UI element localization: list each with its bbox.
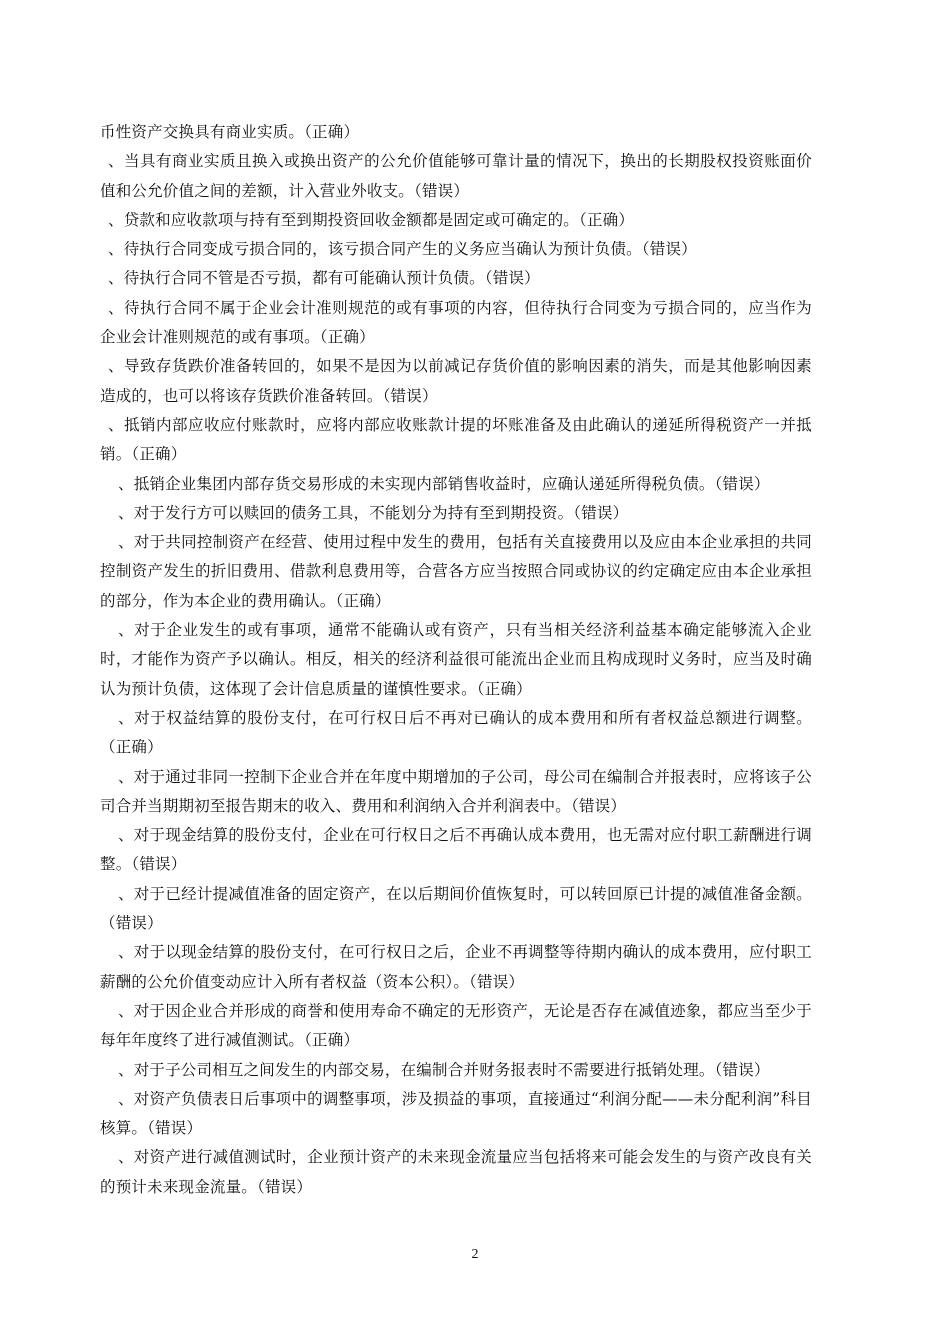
paragraph: 、对于共同控制资产在经营、使用过程中发生的费用，包括有关直接费用以及应由本企业承担的共同控制资产发生的折旧费用、借款利息费用等，合营各方应当按照合同或协议的约定确定应由本企业承担的部分，作为本企业的费用确认。（正确） (100, 533, 812, 610)
paragraph: 、对于发行方可以赎回的债务工具，不能划分为持有至到期投资。（错误） (118, 503, 629, 522)
paragraph: 、对于以现金结算的股份支付，在可行权日之后，企业不再调整等待期内确认的成本费用，应付职工薪酬的公允价值变动应计入所有者权益（资本公积）。（错误） (100, 943, 812, 991)
paragraph: 、待执行合同不管是否亏损，都有可能确认预计负债。（错误） (108, 269, 540, 288)
paragraph: 、对资产进行减值测试时，企业预计资产的未来现金流量应当包括将来可能会发生的与资产改良有关的预计未来现金流量。（错误） (100, 1148, 812, 1196)
paragraph: 、贷款和应收款项与持有至到期投资回收金额都是固定或可确定的。（正确） (108, 210, 635, 229)
paragraph: 币性资产交换具有商业实质。（正确） (100, 123, 360, 141)
paragraph: 、当具有商业实质且换入或换出资产的公允价值能够可靠计量的情况下，换出的长期股权投资账面价值和公允价值之间的差额，计入营业外收支。（错误） (100, 152, 812, 200)
paragraph: 、待执行合同不属于企业会计准则规范的或有事项的内容，但待执行合同变为亏损合同的，应当作为企业会计准则规范的或有事项。（正确） (100, 298, 812, 347)
paragraph: 、对于现金结算的股份支付，企业在可行权日之后不再确认成本费用，也无需对应付职工薪酬进行调整。（错误） (100, 826, 812, 874)
paragraph: 、对于已经计提减值准备的固定资产，在以后期间价值恢复时，可以转回原已计提的减值准备金额。（错误） (100, 884, 812, 933)
page-number: 2 (471, 1247, 479, 1262)
paragraph: 、对于子公司相互之间发生的内部交易，在编制合并财务报表时不需要进行抵销处理。（错误） (118, 1060, 770, 1079)
document-body (100, 118, 812, 1202)
paragraph: 、对资产负债表日后事项中的调整事项，涉及损益的事项，直接通过“利润分配——未分配利润”科目核算。（错误） (100, 1089, 812, 1138)
paragraph: 、对于权益结算的股份支付，在可行权日后不再对已确认的成本费用和所有者权益总额进行调整。（正确） (100, 708, 812, 757)
paragraph: 、导致存货跌价准备转回的，如果不是因为以前减记存货价值的影响因素的消失，而是其他影响因素造成的，也可以将该存货跌价准备转回。（错误） (100, 357, 812, 405)
paragraph: 、对于因企业合并形成的商誉和使用寿命不确定的无形资产，无论是否存在减值迹象，都应当至少于每年年度终了进行减值测试。（正确） (100, 1001, 812, 1050)
paragraph: 、抵销内部应收应付账款时，应将内部应收账款计提的坏账准备及由此确认的递延所得税资产一并抵销。（正确） (100, 415, 812, 464)
paragraph: 、对于企业发生的或有事项，通常不能确认或有资产，只有当相关经济利益基本确定能够流入企业时，才能作为资产予以确认。相反，相关的经济利益很可能流出企业而且构成现时义务时，应当及时确认为预计负债，这体现了会计信息质量的谨慎性要求。（正确） (100, 621, 812, 698)
paragraph: 、待执行合同变成亏损合同的，该亏损合同产生的义务应当确认为预计负债。（错误） (108, 240, 697, 259)
paragraph: 、抵销企业集团内部存货交易形成的未实现内部销售收益时，应确认递延所得税负债。（错误） (118, 474, 770, 493)
paragraph: 、对于通过非同一控制下企业合并在年度中期增加的子公司，母公司在编制合并报表时，应将该子公司合并当期期初至报告期末的收入、费用和利润纳入合并利润表中。（错误） (100, 767, 812, 815)
